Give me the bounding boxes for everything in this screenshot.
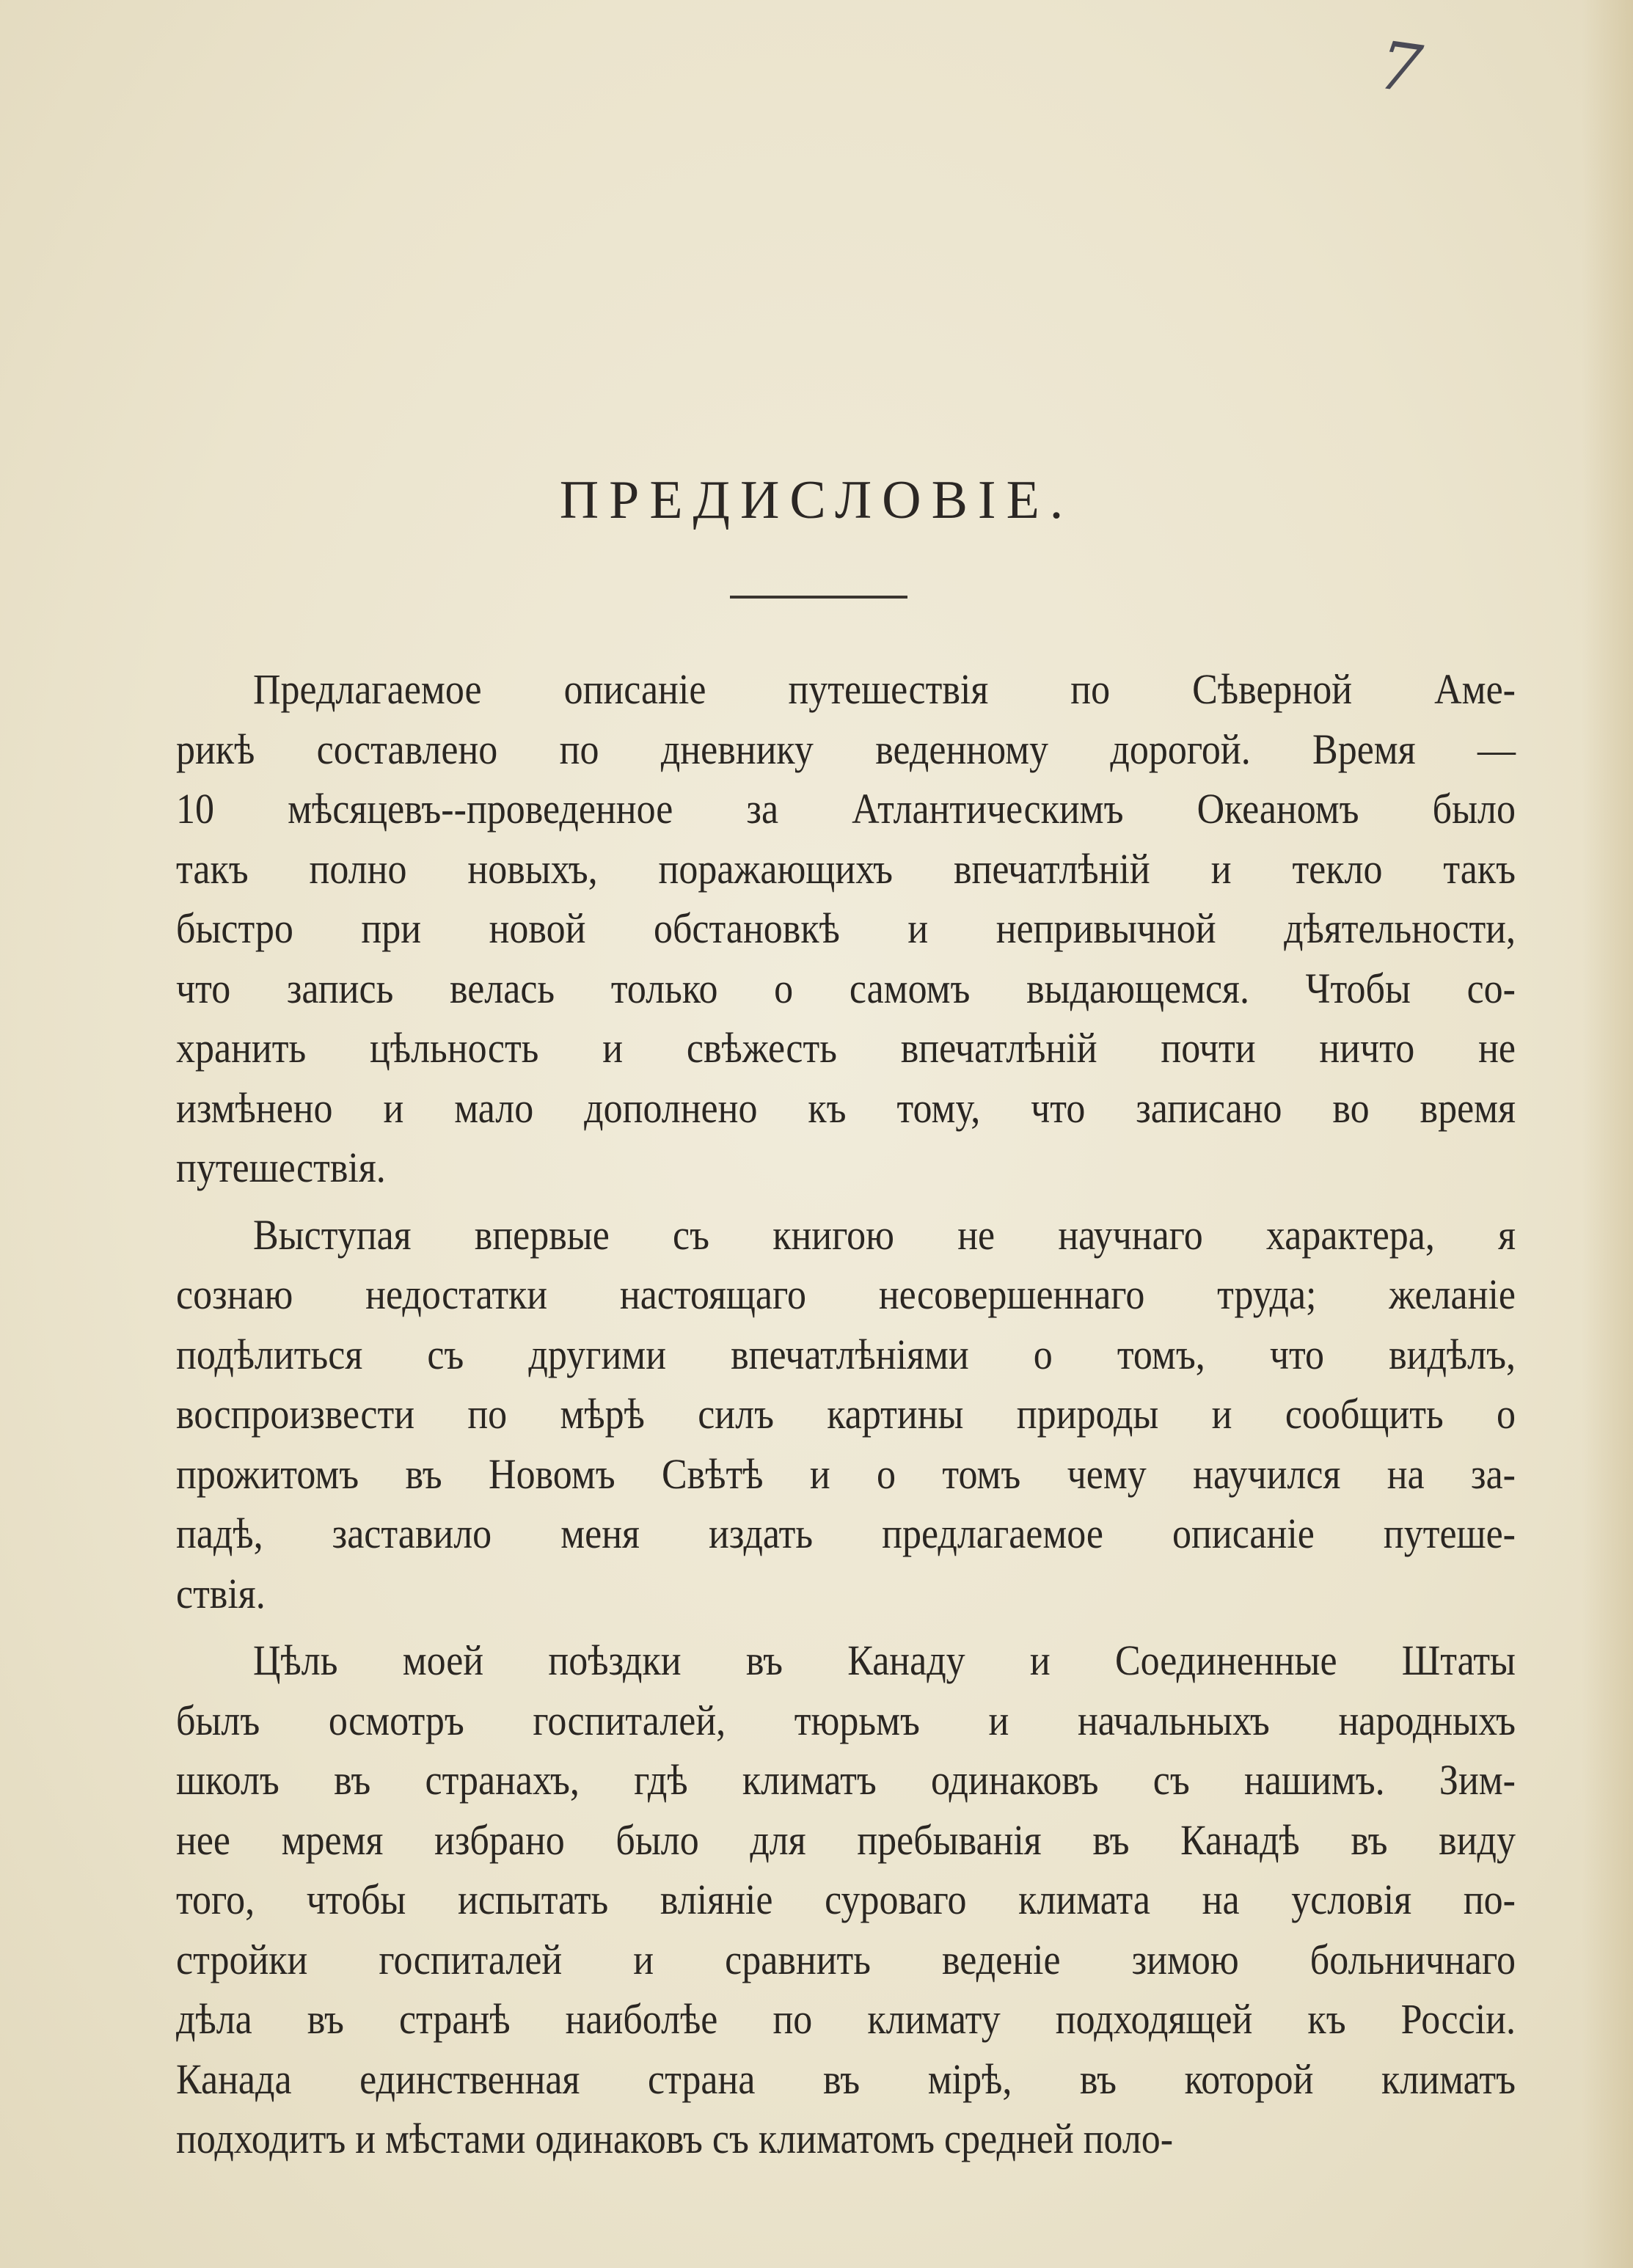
text-line: такъ полно новыхъ, поражающихъ впечатлѣній и текло такъ <box>176 846 1516 893</box>
text-line: прожитомъ въ Новомъ Свѣтѣ и о томъ чему научился на за- <box>176 1451 1516 1498</box>
text-line: подходитъ и мѣстами одинаковъ съ климатомъ средней поло- <box>176 2115 1174 2163</box>
text-line: что запись велась только о самомъ выдающемся. Чтобы со- <box>176 965 1516 1012</box>
paragraph <box>176 1206 1516 1625</box>
page-edge-shadow <box>1582 0 1633 2268</box>
paragraph <box>176 660 1516 1199</box>
text-line: Цѣль моей поѣздки въ Канаду и Соединенные Штаты <box>253 1637 1516 1685</box>
text-line: Выступая впервые съ книгою не научнаго характера, я <box>253 1212 1516 1259</box>
text-line: сознаю недостатки настоящаго несовершеннаго труда; желаніе <box>176 1271 1516 1319</box>
page-title: ПРЕДИСЛОВІЕ. <box>559 470 1074 530</box>
text-line: хранить цѣльность и свѣжесть впечатлѣній почти ничто не <box>176 1025 1516 1072</box>
text-line: былъ осмотръ госпиталей, тюрьмъ и начальныхъ народныхъ <box>176 1697 1516 1744</box>
title-divider <box>730 596 907 599</box>
text-line: путешествія. <box>176 1144 386 1192</box>
text-line: падѣ, заставило меня издать предлагаемое описаніе путеше- <box>176 1510 1516 1558</box>
text-line: подѣлиться съ другими впечатлѣніями о томъ, что видѣлъ, <box>176 1331 1516 1378</box>
text-line: 10 мѣсяцевъ--проведенное за Атлантическимъ Океаномъ было <box>176 786 1516 833</box>
handwritten-page-number: 7 <box>1373 26 1427 109</box>
text-line: Канада единственная страна въ мірѣ, въ которой климатъ <box>176 2056 1516 2103</box>
text-line: измѣнено и мало дополнено къ тому, что записано во время <box>176 1085 1516 1132</box>
text-line: стройки госпиталей и сравнить веденіе зимою больничнаго <box>176 1936 1516 1983</box>
paragraph <box>176 1631 1516 2170</box>
text-line: того, чтобы испытать вліяніе суроваго климата на условія по- <box>176 1876 1516 1924</box>
text-line: школъ въ странахъ, гдѣ климатъ одинаковъ съ нашимъ. Зим- <box>176 1757 1516 1804</box>
text-line: воспроизвести по мѣрѣ силъ картины природы и сообщить о <box>176 1391 1516 1438</box>
text-line: ствія. <box>176 1570 266 1617</box>
text-line: нее мремя избрано было для пребыванія въ Канадѣ въ виду <box>176 1817 1516 1864</box>
text-line: рикѣ составлено по дневнику веденному дорогой. Время — <box>176 726 1516 773</box>
text-line: быстро при новой обстановкѣ и непривычной дѣятельности, <box>176 905 1516 953</box>
text-line: дѣла въ странѣ наиболѣе по климату подходящей къ Россіи. <box>176 1996 1516 2044</box>
body-text <box>176 660 1516 2177</box>
text-line: Предлагаемое описаніе путешествія по Сѣверной Аме- <box>253 666 1516 714</box>
